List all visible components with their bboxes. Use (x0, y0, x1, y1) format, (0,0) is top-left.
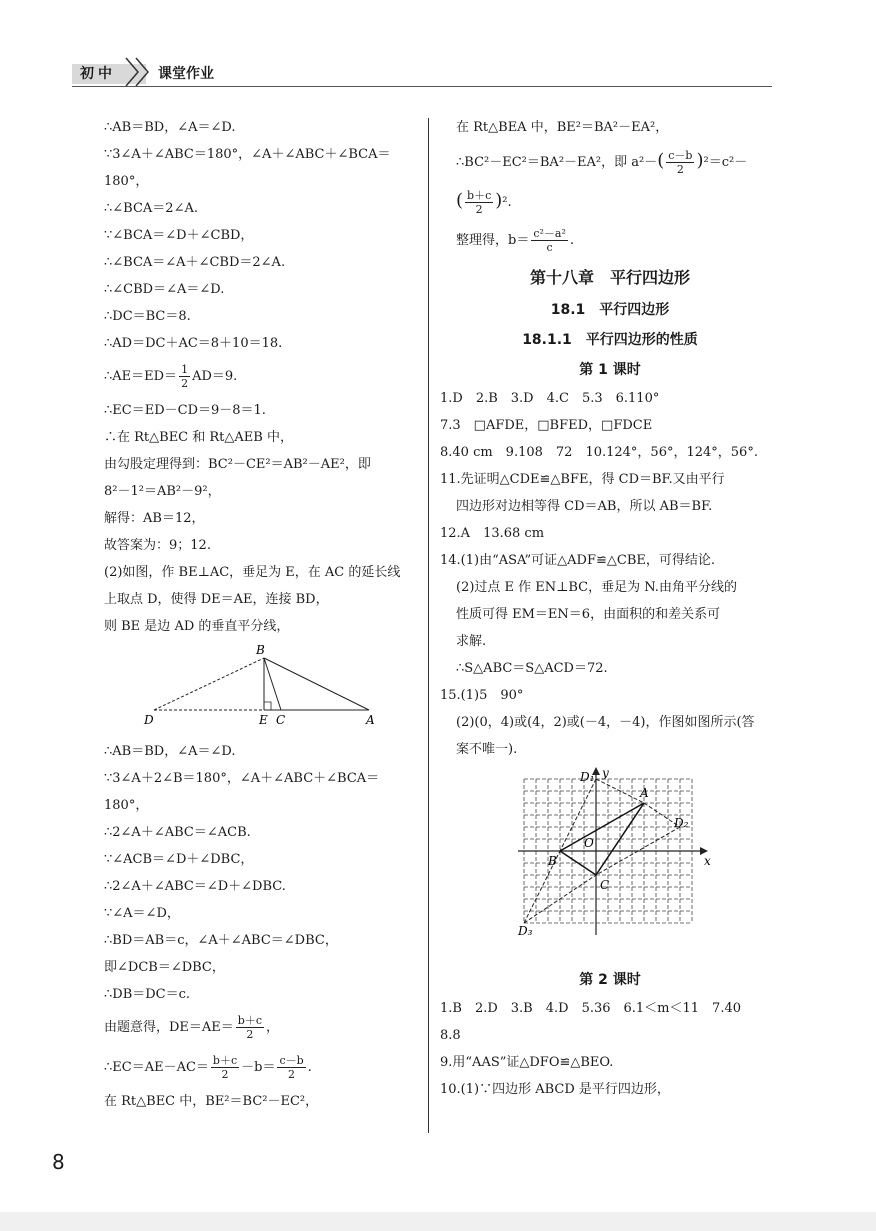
answer-line: 8.8 (440, 1028, 461, 1043)
text-line-fraction: ( $\frac{b+c}{2}$ )². (456, 189, 512, 216)
text-line: 故答案为：9；12. (104, 538, 211, 553)
text-line: ∵∠BCA＝∠D＋∠CBD， (104, 228, 254, 243)
answer-line: 11.先证明△CDE≌△BFE，得 CD＝BF.又由平行 (440, 472, 725, 487)
text-line: ∴∠CBD＝∠A＝∠D. (104, 282, 225, 297)
label-D2: D₂ (674, 816, 689, 830)
grid-figure (440, 767, 780, 957)
label-B: B (548, 854, 557, 868)
answer-line: 10.(1)∵四边形 ABCD 是平行四边形， (440, 1082, 670, 1097)
text-line: ∴2∠A＋∠ABC＝∠ACB. (104, 825, 251, 840)
answer-line: 性质可得 EM＝EN＝6，由面积的和差关系可 (456, 607, 721, 622)
label-D1: D₁ (580, 770, 595, 784)
text-line: ∴∠BCA＝2∠A. (104, 201, 198, 216)
right-angle-mark (264, 702, 271, 710)
text-line: (2)如图，作 BE⊥AC，垂足为 E，在 AC 的延长线 (104, 565, 401, 580)
junior-tag: 初中 (72, 64, 146, 84)
label-x: x (704, 854, 711, 868)
text-line: 在 Rt△BEA 中，BE²＝BA²－EA²， (456, 120, 669, 135)
fraction: $\frac{b+c}{2}$ (237, 1014, 262, 1041)
text-line: ∴AD＝DC＋AC＝8＋10＝18. (104, 336, 283, 351)
text-line: 由勾股定理得到：BC²－CE²＝AB²－AE²，即 (104, 457, 371, 472)
answer-line: (2)过点 E 作 EN⊥BC，垂足为 N.由角平分线的 (456, 580, 737, 595)
text-line-fraction: ∴BC²－EC²＝BA²－EA²，即 a²－( $\frac{c-b}{2}$ )²＝c²－ (456, 149, 748, 176)
text-line: ∵∠A＝∠D， (104, 906, 180, 921)
text-line: ∵3∠A＋2∠B＝180°，∠A＋∠ABC＋∠BCA＝ (104, 771, 380, 786)
text-line: ∴DC＝BC＝8. (104, 309, 191, 324)
text-line-fraction: 由题意得，DE＝AE＝ $\frac{b+c}{2}$ ， (104, 1014, 280, 1041)
text-line: ∴DB＝DC＝c. (104, 987, 191, 1002)
lesson-title: 第 2 课时 (579, 972, 641, 988)
text-line-fraction: ∴EC＝AE－AC＝ $\frac{b+c}{2}$ －b＝ $\frac{c-b}{2}$ . (104, 1054, 312, 1081)
fraction: $\frac{b+c}{2}$ (212, 1054, 238, 1081)
text-line: 则 BE 是边 AD 的垂直平分线， (104, 619, 290, 634)
label-C: C (600, 878, 610, 892)
answer-line: 案不唯一). (456, 742, 518, 757)
answer-line: 9.用“AAS”证△DFO≌△BEO. (440, 1055, 614, 1070)
bottom-band (0, 1212, 876, 1231)
label-A: A (640, 786, 649, 800)
section-title: 18.1 平行四边形 (550, 302, 670, 318)
fraction: $\frac{\text{c²－a²}}{c}$ (533, 227, 566, 254)
triangle-figure (104, 644, 404, 730)
answer-line: 12.A 13.68 cm (440, 526, 545, 541)
left-column (104, 114, 422, 1115)
text-line: ∵∠ACB＝∠D＋∠DBC， (104, 852, 254, 867)
label-A: A (366, 713, 375, 727)
label-O: O (584, 836, 594, 850)
text-line: ∵3∠A＋∠ABC＝180°，∠A＋∠ABC＋∠BCA＝ (104, 147, 391, 162)
segment-BA (264, 658, 369, 710)
label-B: B (256, 644, 265, 657)
text-line: ∴EC＝ED－CD＝9－8＝1. (104, 403, 266, 418)
header-title: 课堂作业 (158, 66, 214, 82)
fraction: $\frac{1}{2}$ (181, 363, 189, 390)
text-line: 8²－1²＝AB²－9²， (104, 484, 221, 499)
double-chevron-icon (122, 56, 158, 88)
answer-line: 7.3 □AFDE，□BFED，□FDCE (440, 418, 653, 433)
header-rule (72, 86, 772, 87)
page-number: 8 (52, 1150, 65, 1174)
text-line-fraction: 整理得，b＝ $\frac{\text{c²－a²}}{c}$ . (456, 227, 575, 254)
text-line: ∴2∠A＋∠ABC＝∠D＋∠DBC. (104, 879, 286, 894)
text-line-fraction: ∴AE＝ED＝ $\frac{1}{2}$ AD＝9. (104, 363, 238, 390)
fraction: $\frac{b+c}{2}$ (467, 189, 492, 216)
answer-line: 求解. (456, 634, 487, 649)
answer-line: 四边形对边相等得 CD＝AB，所以 AB＝BF. (456, 499, 713, 514)
answer-line: 1.B 2.D 3.B 4.D 5.36 6.1＜m＜11 7.40 (440, 1001, 741, 1016)
label-C: C (276, 713, 286, 727)
fraction: $\frac{c-b}{2}$ (668, 149, 693, 176)
text-line: 即∠DCB＝∠DBC， (104, 960, 225, 975)
text-line: ∴∠BCA＝∠A＋∠CBD＝2∠A. (104, 255, 286, 270)
answer-line: (2)(0，4)或(4，2)或(－4，－4)，作图如图所示(答 (456, 715, 755, 730)
text-line: ∴在 Rt△BEC 和 Rt△AEB 中， (104, 430, 293, 445)
label-D3: D₃ (518, 924, 533, 938)
right-column (440, 114, 780, 1103)
text-line: 180°， (104, 798, 149, 813)
text-line: ∴AB＝BD，∠A＝∠D. (104, 744, 236, 759)
text-line: 180°， (104, 174, 149, 189)
fraction: $\frac{c-b}{2}$ (279, 1054, 304, 1081)
text-line: 上取点 D，使得 DE＝AE，连接 BD， (104, 592, 329, 607)
subsection-title: 18.1.1 平行四边形的性质 (522, 332, 698, 348)
answer-line: 1.D 2.B 3.D 4.C 5.3 6.110° (440, 391, 660, 406)
lesson-title: 第 1 课时 (579, 362, 641, 378)
column-divider (428, 118, 429, 1133)
page-header (72, 62, 772, 86)
segment-DB (154, 658, 264, 710)
label-E: E (259, 713, 268, 727)
answer-line: 15.(1)5 90° (440, 688, 524, 703)
chapter-title: 第十八章 平行四边形 (529, 268, 690, 287)
text-line: ∴AB＝BD，∠A＝∠D. (104, 120, 236, 135)
label-D: D (144, 713, 154, 727)
answer-line: 8.40 cm 9.108 72 10.124°，56°，124°，56°. (440, 445, 758, 460)
label-y: y (602, 767, 609, 780)
answer-line: ∴S△ABC＝S△ACD＝72. (456, 661, 608, 676)
text-line: ∴BD＝AB＝c，∠A＋∠ABC＝∠DBC， (104, 933, 338, 948)
text-line: 在 Rt△BEC 中，BE²＝BC²－EC²， (104, 1094, 319, 1109)
text-line: 解得：AB＝12， (104, 511, 205, 526)
answer-line: 14.(1)由“ASA”可证△ADF≌△CBE，可得结论. (440, 553, 715, 568)
